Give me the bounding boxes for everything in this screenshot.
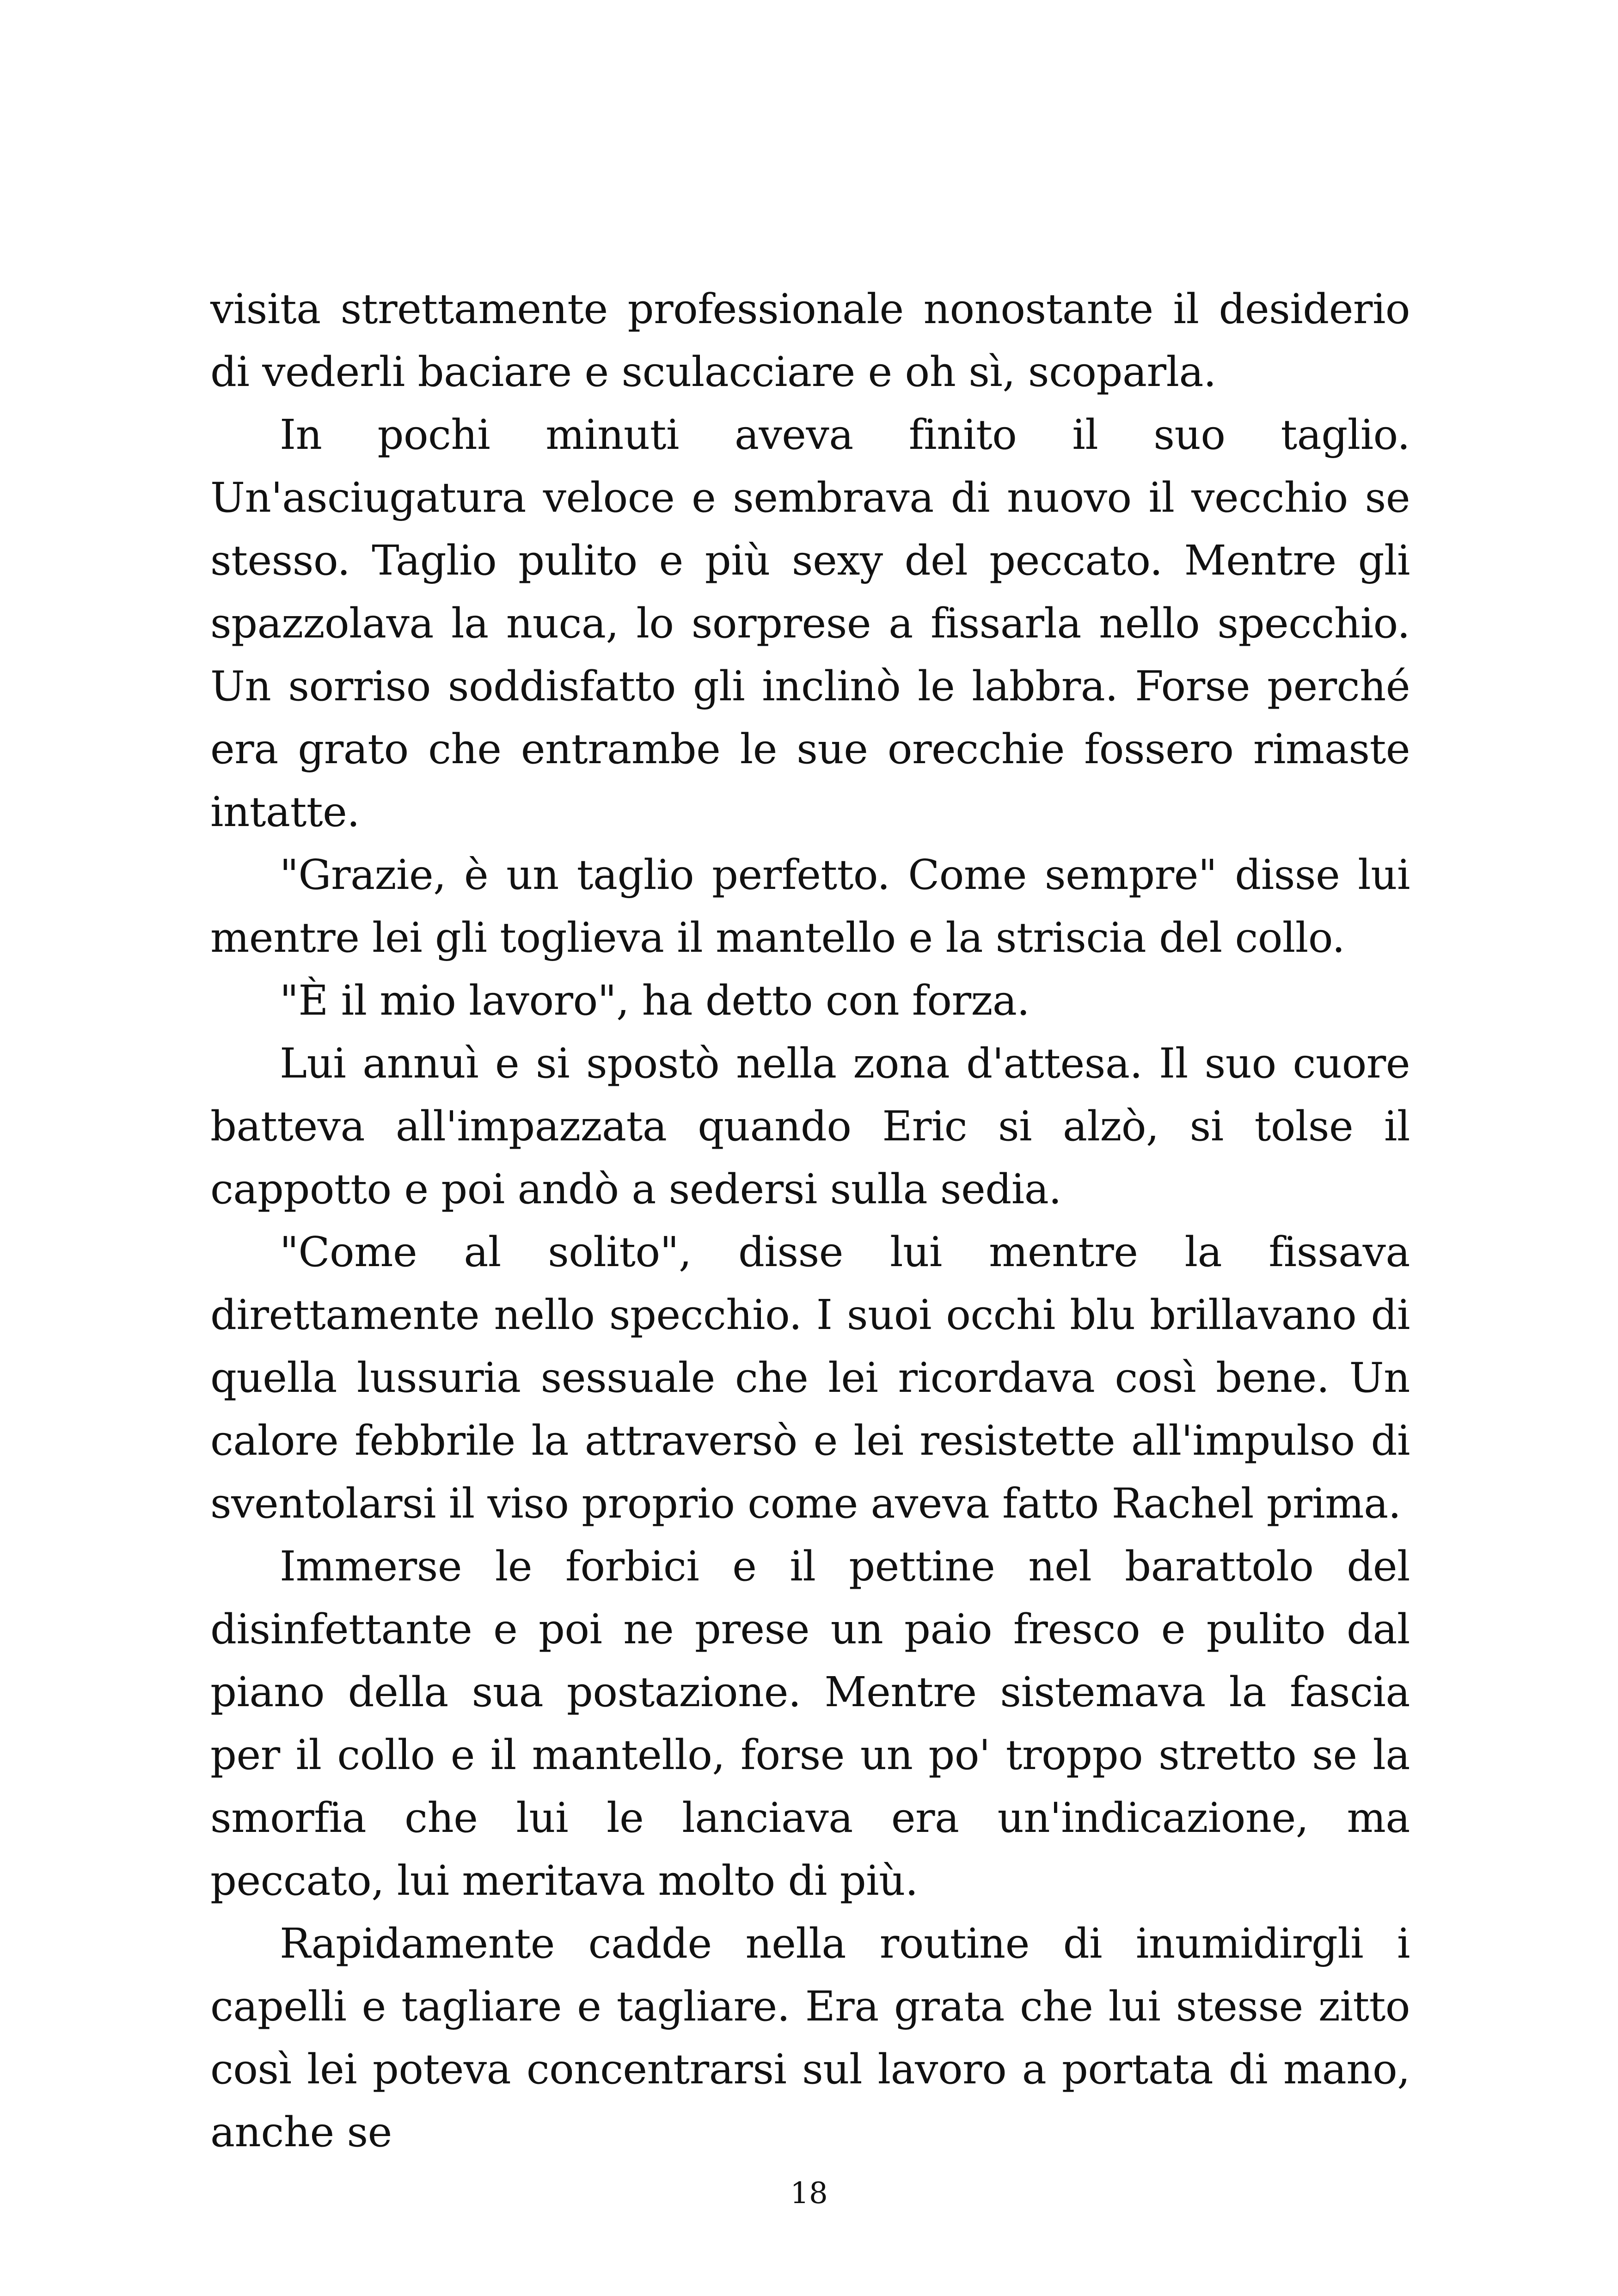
paragraph-8: Rapidamente cadde nella routine di inumidirgli i capelli e tagliare e tagliare. Era grata che lui stesse zitto così lei poteva concentrarsi sul lavoro a portata di mano, anche se (210, 1919, 1410, 2156)
paragraph-4: "È il mio lavoro", ha detto con forza. (280, 976, 1030, 1024)
paragraph-6: "Come al solito", disse lui mentre la fissava direttamente nello specchio. I suoi occhi blu brillavano di quella lussuria sessuale che lei ricordava così bene. Un calore febbrile la attraversò e lei resistette all'impulso di sventolarsi il viso proprio come aveva fatto Rachel prima. (210, 1228, 1410, 1527)
paragraph-7: Immerse le forbici e il pettine nel barattolo del disinfettante e poi ne prese un paio fresco e pulito dal piano della sua postazione. Mentre sistemava la fascia per il collo e il mantello, forse un po' troppo stretto se la smorfia che lui le lanciava era un'indicazione, ma peccato, lui meritava molto di più. (210, 1542, 1410, 1904)
paragraph-1: visita strettamente professionale nonostante il desiderio di vederli baciare e sculacciare e oh sì, scoparla. (210, 285, 1410, 396)
paragraph-2: In pochi minuti aveva finito il suo taglio. Un'asciugatura veloce e sembrava di nuovo il vecchio se stesso. Taglio pulito e più sexy del peccato. Mentre gli spazzolava la nuca, lo sorprese a fissarla nello specchio. Un sorriso soddisfatto gli inclinò le labbra. Forse perché era grato che entrambe le sue orecchie fossero rimaste intatte. (210, 410, 1410, 836)
paragraph-3: "Grazie, è un taglio perfetto. Come sempre" disse lui mentre lei gli toglieva il mantello e la striscia del collo. (210, 851, 1410, 961)
paragraph-5: Lui annuì e si spostò nella zona d'attesa. Il suo cuore batteva all'impazzata quando Eric si alzò, si tolse il cappotto e poi andò a sedersi sulla sedia. (210, 1039, 1410, 1213)
body-text (210, 277, 1410, 2163)
page-number: 18 (790, 2176, 828, 2210)
